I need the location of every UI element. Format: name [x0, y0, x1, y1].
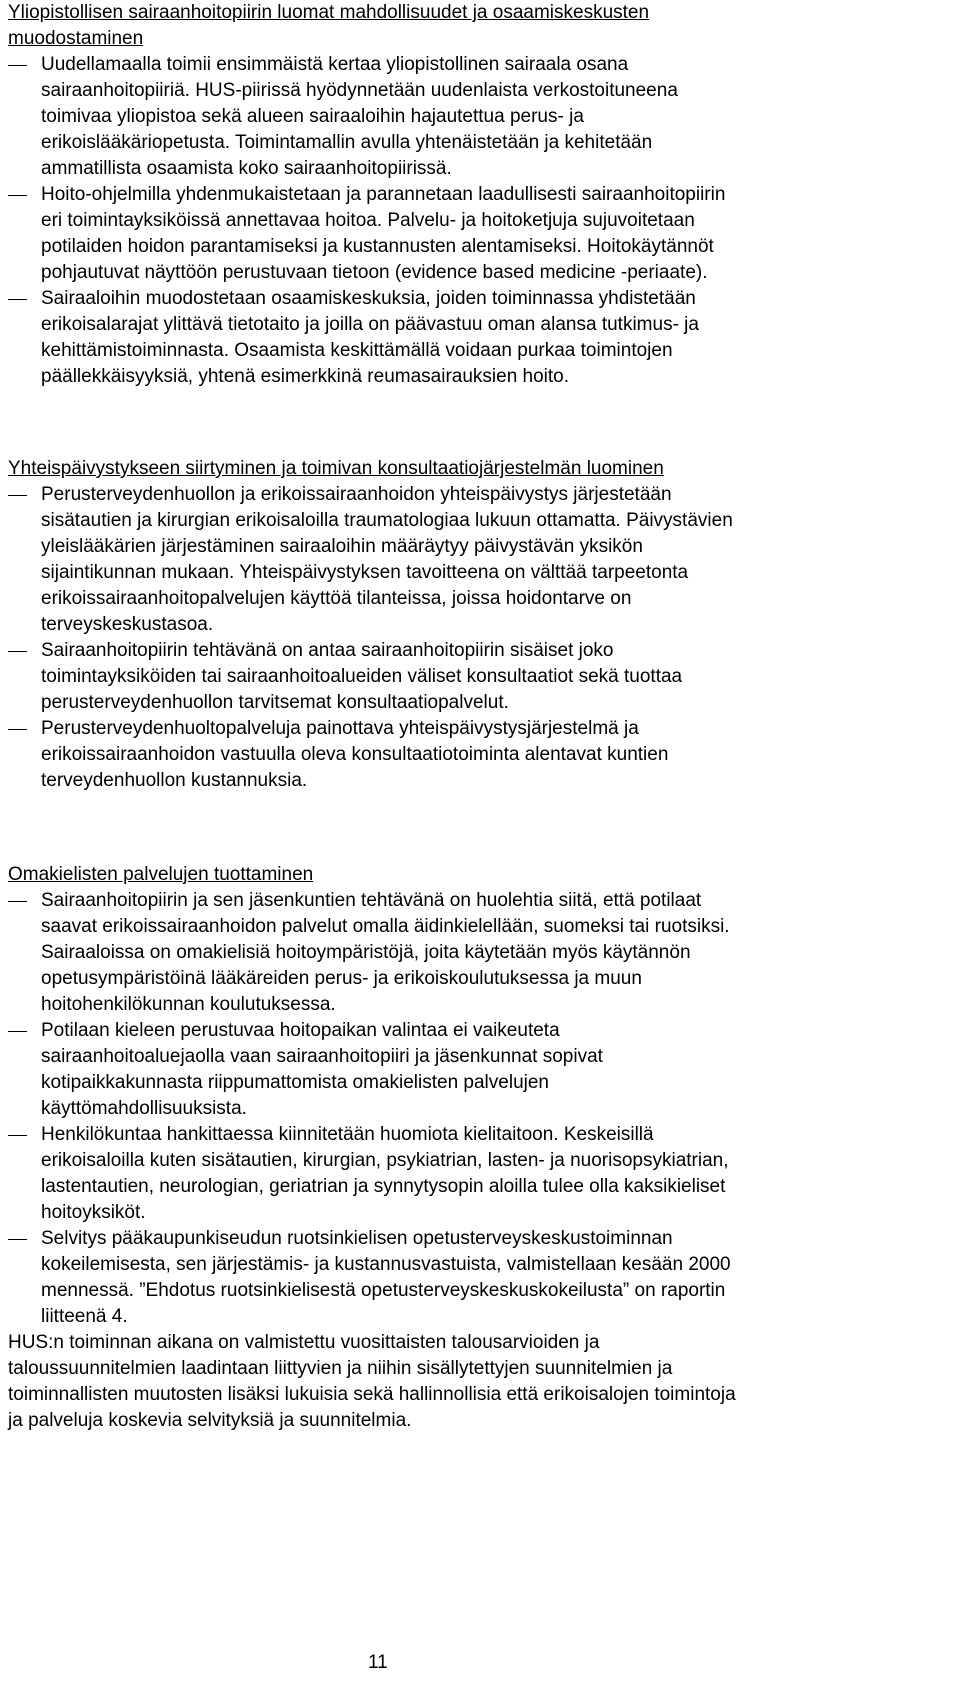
section-2: [8, 456, 733, 794]
text-line: kokeilemisesta, sen järjestämis- ja kustannusvastuista, valmistellaan kesään 2000: [41, 1254, 731, 1275]
page-number: 11: [368, 1652, 388, 1673]
list-item: [8, 286, 725, 390]
list-item: [8, 1018, 731, 1122]
dash-bullet-icon: [8, 1031, 27, 1032]
text-line: käyttömahdollisuuksista.: [41, 1098, 247, 1119]
text-line: erikoisaloilla kuten sisätautien, kirurgian, psykiatrian, lasten- ja nuorisopsykiatrian,: [41, 1150, 729, 1171]
text-line: lastentautien, neurologian, geriatrian ja synnytysopin aloilla tulee olla kaksikieliset: [41, 1176, 726, 1197]
text-line: Perusterveydenhuoltopalveluja painottava yhteispäivystysjärjestelmä ja: [41, 718, 639, 739]
text-line: sisätautien ja kirurgian erikoisaloilla traumatologiaa lukuun ottamatta. Päivystävien: [41, 510, 733, 531]
dash-bullet-icon: [8, 1135, 27, 1136]
section-3: [8, 862, 731, 1330]
dash-bullet-icon: [8, 1239, 27, 1240]
section-heading: [8, 862, 731, 888]
text-line: mennessä. ”Ehdotus ruotsinkielisestä opetusterveyskeskuskokeilusta” on raportin: [41, 1280, 726, 1301]
text-line: terveydenhuollon kustannuksia.: [41, 770, 308, 791]
text-line: ammatillista osaamista koko sairaanhoitopiirissä.: [41, 158, 452, 179]
dash-bullet-icon: [8, 495, 27, 496]
heading-line: Yhteispäivystykseen siirtyminen ja toimivan konsultaatiojärjestelmän luominen: [8, 458, 664, 479]
text-line: erikoissairaanhoitopalvelujen käyttöä tilanteissa, joissa hoidontarve on: [41, 588, 632, 609]
text-line: Uudellamaalla toimii ensimmäistä kertaa yliopistollinen sairaala osana: [41, 54, 629, 75]
text-line: Sairaanhoitopiirin tehtävänä on antaa sairaanhoitopiirin sisäiset joko: [41, 640, 614, 661]
text-line: Sairaanhoitopiirin ja sen jäsenkuntien tehtävänä on huolehtia siitä, että potilaat: [41, 890, 702, 911]
text-line: Sairaaloissa on omakielisiä hoitoympäristöjä, joita käytetään myös käytännön: [41, 942, 691, 963]
text-line: päällekkäisyyksiä, yhtenä esimerkkinä reumasairauksien hoito.: [41, 366, 570, 387]
text-line: Perusterveydenhuollon ja erikoissairaanhoidon yhteispäivystys järjestetään: [41, 484, 672, 505]
text-line: erikoissairaanhoidon vastuulla oleva konsultaatiotoiminta alentavat kuntien: [41, 744, 669, 765]
dash-bullet-icon: [8, 901, 27, 902]
list-item: [8, 716, 733, 794]
text-line: HUS:n toiminnan aikana on valmistettu vuosittaisten talousarvioiden ja: [8, 1332, 600, 1353]
dash-bullet-icon: [8, 299, 27, 300]
text-line: Selvitys pääkaupunkiseudun ruotsinkielisen opetusterveyskeskustoiminnan: [41, 1228, 673, 1249]
text-line: perusterveydenhuollon tarvitsemat konsultaatiopalvelut.: [41, 692, 509, 713]
text-line: hoitoyksiköt.: [41, 1202, 146, 1223]
list-item: [8, 888, 731, 1018]
list-item: [8, 482, 733, 638]
text-line: potilaiden hoidon parantamiseksi ja kustannusten alentamiseksi. Hoitokäytännöt: [41, 236, 714, 257]
text-line: ja palveluja koskevia selvityksiä ja suunnitelmia.: [8, 1410, 412, 1431]
text-line: erikoisalarajat ylittävä tietotaito ja joilla on päävastuu oman alansa tutkimus- ja: [41, 314, 699, 335]
list-item: [8, 52, 725, 182]
text-line: saavat erikoissairaanhoidon palvelut omalla äidinkielellään, suomeksi tai ruotsiksi.: [41, 916, 730, 937]
text-line: Sairaaloihin muodostetaan osaamiskeskuksia, joiden toiminnassa yhdistetään: [41, 288, 696, 309]
heading-line: muodostaminen: [8, 28, 144, 49]
text-line: taloussuunnitelmien laadintaan liittyvien ja niihin sisällytettyjen suunnitelmien ja: [8, 1358, 673, 1379]
text-line: yleislääkärien järjestäminen sairaaloihin määräytyy päivystävän yksikön: [41, 536, 643, 557]
section-heading: [8, 456, 733, 482]
closing-paragraph: [8, 1330, 736, 1434]
text-line: Potilaan kieleen perustuvaa hoitopaikan valintaa ei vaikeuteta: [41, 1020, 560, 1041]
text-line: terveyskeskustasoa.: [41, 614, 214, 635]
list-item: [8, 638, 733, 716]
text-line: sijaintikunnan mukaan. Yhteispäivystyksen tavoitteena on välttää tarpeetonta: [41, 562, 689, 583]
dash-bullet-icon: [8, 651, 27, 652]
list-item: [8, 1122, 731, 1226]
dash-bullet-icon: [8, 195, 27, 196]
text-line: toiminnallisten muutosten lisäksi lukuisia sekä hallinnollisia että erikoisalojen toimintoja: [8, 1384, 736, 1405]
text-line: hoitohenkilökunnan koulutuksessa.: [41, 994, 336, 1015]
list-item: [8, 1226, 731, 1330]
text-line: Hoito-ohjelmilla yhdenmukaistetaan ja parannetaan laadullisesti sairaanhoitopiirin: [41, 184, 726, 205]
text-line: eri toimintayksiköissä annettavaa hoitoa. Palvelu- ja hoitoketjuja sujuvoitetaan: [41, 210, 695, 231]
text-line: erikoislääkäriopetusta. Toimintamallin avulla yhtenäistetään ja kehitetään: [41, 132, 653, 153]
heading-line: Omakielisten palvelujen tuottaminen: [8, 864, 314, 885]
text-line: Henkilökuntaa hankittaessa kiinnitetään huomiota kielitaitoon. Keskeisillä: [41, 1124, 654, 1145]
dash-bullet-icon: [8, 729, 27, 730]
text-line: toimivaa yliopistoa sekä alueen sairaaloihin hajautettua perus- ja: [41, 106, 584, 127]
text-line: opetusympäristöinä lääkäreiden perus- ja erikoiskoulutuksessa ja muun: [41, 968, 642, 989]
text-line: toimintayksiköiden tai sairaanhoitoalueiden väliset konsultaatiot sekä tuottaa: [41, 666, 683, 687]
section-heading: [8, 0, 725, 52]
text-line: kotipaikkakunnasta riippumattomista omakielisten palvelujen: [41, 1072, 549, 1093]
text-line: sairaanhoitoaluejaolla vaan sairaanhoitopiiri ja jäsenkunnat sopivat: [41, 1046, 603, 1067]
text-line: liitteenä 4.: [41, 1306, 128, 1327]
text-line: kehittämistoiminnasta. Osaamista keskittämällä voidaan purkaa toimintojen: [41, 340, 673, 361]
heading-line: Yliopistollisen sairaanhoitopiirin luomat mahdollisuudet ja osaamiskeskusten: [8, 2, 650, 23]
text-line: pohjautuvat näyttöön perustuvaan tietoon (evidence based medicine -periaate).: [41, 262, 708, 283]
text-line: sairaanhoitopiiriä. HUS-piirissä hyödynnetään uudenlaista verkostoituneena: [41, 80, 678, 101]
section-1: [8, 0, 725, 390]
list-item: [8, 182, 725, 286]
dash-bullet-icon: [8, 65, 27, 66]
